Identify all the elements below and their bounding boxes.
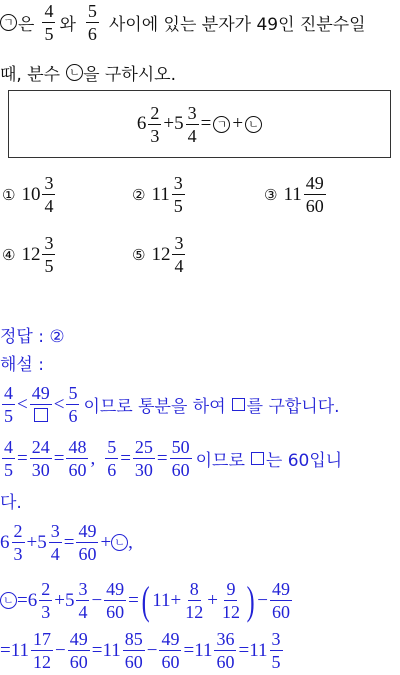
explanation-line-3 — [0, 522, 133, 563]
circle-giyeok-symbol: ㄱ — [0, 14, 17, 31]
circle-nieun-symbol: ㄴ — [0, 592, 17, 609]
minus-sign: − — [146, 639, 158, 661]
circle-nieun-symbol: ㄴ — [245, 116, 262, 133]
equals-sign: = — [17, 589, 28, 611]
plus-sign: + — [232, 113, 244, 134]
explanation-line-4 — [0, 577, 294, 623]
comma: , — [90, 447, 96, 469]
option-fraction: $\frac{3}{5}$ — [44, 233, 54, 276]
fraction: $\frac{2}{3}$ — [41, 579, 51, 622]
explanation-label — [0, 350, 44, 375]
less-than-sign: < — [17, 393, 28, 415]
whole-number: 6 — [27, 589, 38, 611]
plus-sign: + — [207, 589, 218, 611]
explanation-text: 다. — [0, 493, 22, 513]
option-number: ① — [2, 185, 16, 204]
equals-sign: = — [200, 113, 212, 134]
option-whole: 12 — [151, 243, 171, 265]
option-whole: 11 — [151, 183, 170, 205]
whole-number: 6 — [0, 531, 10, 553]
whole-number: 11 — [102, 639, 121, 661]
fraction: $\frac{25}{30}$ — [134, 437, 153, 480]
answer-label — [0, 322, 65, 347]
option-fraction: $\frac{3}{4}$ — [44, 173, 54, 216]
fraction: $\frac{36}{60}$ — [216, 629, 235, 672]
option-fraction: $\frac{3}{4}$ — [174, 233, 184, 276]
equals-sign: = — [0, 639, 11, 661]
fraction: $\frac{8}{12}$ — [185, 579, 204, 622]
circle-nieun-symbol: ㄴ — [111, 534, 128, 551]
fraction-4-5: $\frac{4}{5}$ — [44, 1, 54, 44]
option-whole: 11 — [283, 183, 302, 205]
option-fraction: $\frac{3}{5}$ — [173, 173, 183, 216]
question-line-2 — [0, 60, 176, 85]
explanation-line-5 — [0, 630, 285, 671]
plus-sign: + — [170, 589, 182, 611]
option-whole: 10 — [21, 183, 41, 205]
circle-nieun-symbol: ㄴ — [66, 64, 83, 81]
fraction-with-box: 49 — [30, 384, 52, 425]
option-number: ③ — [264, 185, 278, 204]
equals-sign: = — [91, 639, 103, 661]
question-text: 을 구하시오. — [83, 65, 176, 85]
option-3[interactable] — [264, 174, 328, 215]
whole-number: 11 — [10, 639, 30, 661]
plus-sign: + — [54, 589, 65, 611]
explanation-text: 를 구합니다. — [246, 397, 340, 417]
option-number: ② — [132, 185, 146, 204]
equals-sign: = — [120, 447, 131, 469]
whole-number: 5 — [64, 589, 75, 611]
explanation-text: 이므로 — [195, 451, 245, 471]
fraction: $\frac{50}{60}$ — [171, 437, 190, 480]
option-5[interactable] — [132, 234, 187, 275]
question-text: 때, 분수 — [0, 65, 61, 85]
fraction: $\frac{5}{6}$ — [68, 383, 78, 426]
equals-sign: = — [17, 447, 28, 469]
whole-number: 5 — [174, 113, 184, 134]
less-than-sign: < — [53, 393, 65, 415]
explanation-line-1 — [0, 384, 340, 425]
equals-sign: = — [63, 531, 75, 553]
plus-sign: + — [163, 113, 175, 134]
whole-number: 11 — [194, 639, 213, 661]
fraction: $\frac{49}{60}$ — [271, 579, 290, 622]
option-number: ④ — [2, 245, 16, 264]
equals-sign: = — [183, 639, 195, 661]
explanation-line-2b — [0, 488, 22, 513]
option-1[interactable] — [2, 174, 57, 215]
minus-sign: − — [55, 639, 66, 661]
plus-sign: + — [100, 531, 112, 553]
left-paren: ( — [141, 577, 150, 623]
answer-text: 정답 : ② — [0, 327, 65, 347]
minus-sign: − — [257, 589, 268, 611]
question-text: 사이에 있는 분자가 49인 진분수일 — [108, 15, 366, 35]
fraction: $\frac{2}{3}$ — [13, 521, 23, 564]
fraction: $\frac{3}{4}$ — [187, 102, 197, 146]
fraction: $\frac{5}{6}$ — [107, 437, 117, 480]
right-paren: ) — [246, 577, 255, 623]
explanation-text: 이므로 통분을 하여 — [83, 397, 226, 417]
blank-box — [232, 398, 245, 411]
minus-sign: − — [91, 589, 103, 611]
equals-sign: = — [238, 639, 250, 661]
whole-number: 5 — [37, 531, 47, 553]
option-whole: 12 — [21, 243, 41, 265]
equals-sign: = — [128, 589, 139, 611]
question-line-1 — [0, 2, 366, 43]
option-4[interactable] — [2, 234, 57, 275]
explanation-line-2 — [0, 438, 342, 479]
plus-sign: + — [26, 531, 38, 553]
equals-sign: = — [156, 447, 168, 469]
fraction: $\frac{2}{3}$ — [150, 102, 160, 146]
fraction: $\frac{49}{60}$ — [78, 521, 97, 564]
fraction: $\frac{49}{60}$ — [106, 579, 125, 622]
question-text: 와 — [59, 15, 76, 35]
fraction: $\frac{48}{60}$ — [68, 437, 87, 480]
option-fraction: $\frac{49}{60}$ — [305, 173, 324, 216]
whole-number: 6 — [136, 113, 147, 134]
fraction: $\frac{3}{4}$ — [50, 521, 60, 564]
explanation-text: 는 60입니 — [265, 451, 343, 471]
fraction: $\frac{4}{5}$ — [4, 383, 13, 426]
fraction-5-6: $\frac{5}{6}$ — [87, 1, 97, 44]
question-text: 은 — [18, 15, 35, 35]
equation-box — [8, 90, 391, 158]
option-number: ⑤ — [132, 245, 146, 264]
explanation-text: 해설 : — [0, 355, 44, 375]
fraction: $\frac{24}{30}$ — [31, 437, 50, 480]
fraction: $\frac{17}{12}$ — [33, 629, 52, 672]
fraction: $\frac{3}{5}$ — [271, 629, 281, 672]
fraction: $\frac{85}{60}$ — [124, 629, 143, 672]
fraction: $\frac{49}{60}$ — [69, 629, 88, 672]
comma: , — [128, 531, 133, 553]
whole-number: 11 — [249, 639, 268, 661]
blank-box — [251, 452, 264, 465]
whole-number: 11 — [152, 589, 171, 611]
circle-giyeok-symbol: ㄱ — [213, 116, 230, 133]
option-2[interactable] — [132, 174, 187, 215]
fraction: $\frac{9}{12}$ — [221, 579, 240, 622]
fraction: $\frac{4}{5}$ — [4, 437, 13, 480]
fraction: $\frac{3}{4}$ — [78, 579, 88, 622]
fraction: $\frac{49}{60}$ — [161, 629, 180, 672]
blank-box — [34, 408, 48, 422]
equals-sign: = — [53, 447, 65, 469]
